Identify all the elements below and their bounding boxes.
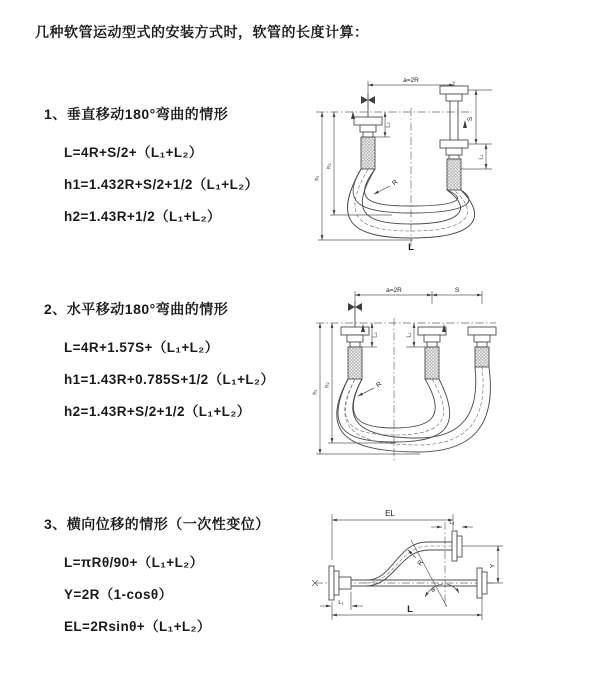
- dim-label-h1: h₁: [314, 175, 321, 181]
- dim-label-r: R: [416, 559, 425, 568]
- left-flange: [354, 117, 382, 137]
- dim-label-l1: L₁: [478, 154, 485, 160]
- dim-label-h2: h₂: [324, 382, 331, 388]
- dim-label-l1: L₁: [406, 332, 413, 338]
- formula-line: L=πRθ/90+（L₁+L₂）: [64, 555, 204, 570]
- dim-label-s: S: [454, 287, 460, 294]
- left-flange: [341, 327, 369, 347]
- dim-label-h1: h₁: [312, 389, 319, 395]
- dimension-l: [332, 598, 482, 620]
- right-braid-section: [447, 159, 461, 190]
- formula-line: h2=1.43R+1/2（L₁+L₂）: [64, 209, 221, 224]
- diagram-horizontal-180-bend: [310, 280, 595, 470]
- section-1: [44, 104, 259, 233]
- dimension-l1-top: [431, 520, 473, 527]
- dim-label-s: S: [467, 116, 474, 122]
- left-braid-section: [348, 347, 362, 379]
- dimension-l1-bottom: [320, 592, 363, 610]
- dim-label-l2: L₂: [385, 122, 392, 128]
- section-1-heading: 1、垂直移动180°弯曲的情形: [44, 106, 229, 122]
- dim-label-a2r: a=2R: [386, 287, 402, 294]
- left-braid-section: [361, 137, 375, 169]
- formula-line: h1=1.432R+S/2+1/2（L₁+L₂）: [64, 177, 259, 192]
- diagram-vertical-180-bend: [310, 70, 595, 260]
- dimension-s: [467, 90, 492, 144]
- diagram-lateral-displacement: [295, 500, 595, 650]
- dim-label-a2r: a=2R: [403, 77, 419, 84]
- right-flange-upper: [440, 86, 468, 101]
- dim-label-l1-top: L₁: [449, 520, 455, 526]
- page-title: 几种软管运动型式的安装方式时，软管的长度计算：: [35, 24, 369, 40]
- left-flange: [329, 566, 351, 600]
- dim-label-el: EL: [385, 509, 395, 518]
- radius-leader: [374, 178, 399, 194]
- dimension-s: [432, 287, 482, 295]
- formula-line: h2=1.43R+S/2+1/2（L₁+L₂）: [64, 404, 251, 419]
- right-flange: [468, 327, 496, 347]
- dim-label-l1-bottom: L₁: [338, 600, 344, 606]
- dimension-a2r: [355, 287, 482, 318]
- formula-line: EL=2Rsinθ+（L₁+L₂）: [64, 619, 211, 634]
- dim-label-theta: θ: [431, 587, 435, 594]
- radius-leader: [358, 380, 383, 396]
- section-2-formulas: [64, 332, 274, 428]
- section-3-heading: 3、横向位移的情形（一次性变位）: [44, 516, 270, 532]
- dimension-h2: [327, 112, 393, 215]
- section-2-heading: 2、水平移动180°弯曲的情形: [44, 301, 229, 317]
- section-2: [44, 299, 274, 428]
- formula-line: Y=2R（1-cosθ）: [64, 587, 173, 602]
- formula-line: L=4R+1.57S+（L₁+L₂）: [64, 340, 219, 355]
- dim-label-h2: h₂: [326, 163, 333, 169]
- hose-u-bend-moved: [337, 367, 491, 452]
- right-braid-section: [475, 347, 489, 367]
- section-3-formulas: [64, 547, 270, 643]
- section-3: [44, 514, 270, 643]
- middle-braid-section: [425, 347, 439, 379]
- dim-label-y: Y: [489, 563, 497, 569]
- dimension-el: [332, 509, 453, 560]
- formula-line: L=4R+S/2+（L₁+L₂）: [64, 145, 203, 160]
- dim-label-l: L: [408, 242, 414, 253]
- right-flange-lower: [440, 140, 468, 159]
- dim-label-r: R: [374, 380, 384, 390]
- middle-flange: [418, 327, 446, 347]
- dim-label-l2: L₂: [372, 332, 379, 338]
- section-1-formulas: [64, 137, 259, 233]
- formula-line: h1=1.43R+0.785S+1/2（L₁+L₂）: [64, 372, 275, 387]
- dim-label-l: L: [407, 604, 413, 615]
- dim-label-r: R: [390, 178, 400, 188]
- hose-s-curve: [351, 542, 455, 586]
